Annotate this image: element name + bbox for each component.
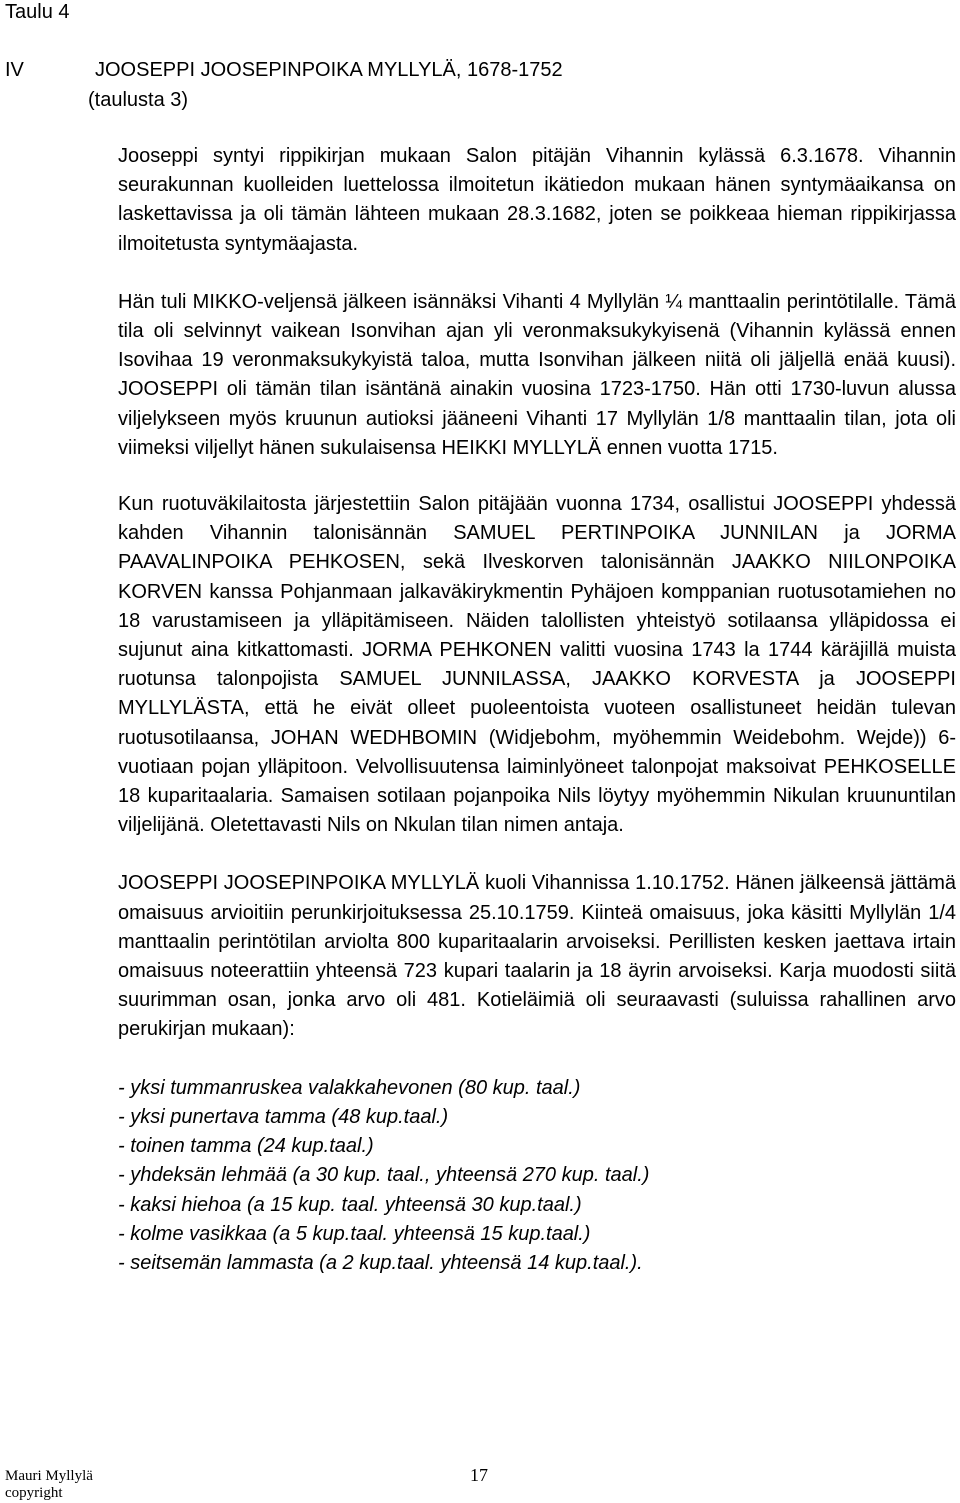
livestock-list <box>118 1074 956 1278</box>
body-text <box>118 142 956 1278</box>
paragraph-estate: JOOSEPPI JOOSEPINPOIKA MYLLYLÄ kuoli Vihannissa 1.10.1752. Hänen jälkeensä jättämä omaisuus arvioitiin perunkirjoituksessa 25.10.1759. Kiinteä omaisuus, joka käsitti Myllylän 1/4 manttaalin perintötilan arviolta 800 kuparitaalarin arvoiseksi. Perillisten kesken jaettava irtain omaisuus noteerattiin yhteensä 723 kupari taalarin ja 18 äyrin arvoiseksi. Karja muodosti siitä suurimman osan, jonka arvo oli 481. Kotieläimiä oli seuraavasti (suluissa rahallinen arvo perukirjan mukaan): <box>118 872 956 1041</box>
paragraph-farm: Hän tuli MIKKO-veljensä jälkeen isännäksi Vihanti 4 Myllylän ¼ manttaalin perintötilalle. Tämä tila oli selvinnyt vaikean Isonvihan ajan yli veronmaksukykyisenä (Vihannin kylässä ennen Isovihaa 19 veronmaksukykyistä taloa, mutta Isonvihan jälkeen niitä oli jäljellä enää kuusi). JOOSEPPI oli tämän tilan isäntänä ainakin vuosina 1723-1750. Hän otti 1730-luvun alussa viljelykseen myös kruunun autioksi jääneeni Vihanti 17 Myllylän 1/8 manttaalin tilan, jota oli viimeksi viljellyt hänen sukulaisensa HEIKKI MYLLYLÄ ennen vuotta 1715. <box>118 290 956 459</box>
footer-author: Mauri Myllylä <box>5 1468 93 1484</box>
table-label: Taulu 4 <box>5 1 70 23</box>
list-item: - seitsemän lammasta (a 2 kup.taal. yhteensä 14 kup.taal.). <box>118 1251 643 1274</box>
list-item: - kaksi hiehoa (a 15 kup. taal. yhteensä 30 kup.taal.) <box>118 1193 582 1216</box>
reference-note: (taulusta 3) <box>88 89 189 111</box>
person-heading: JOOSEPPI JOOSEPINPOIKA MYLLYLÄ, 1678-1752 <box>95 59 563 81</box>
list-item: - yksi tummanruskea valakkahevonen (80 kup. taal.) <box>118 1076 581 1099</box>
list-item: - yksi punertava tamma (48 kup.taal.) <box>118 1105 449 1128</box>
list-item: - kolme vasikkaa (a 5 kup.taal. yhteensä 15 kup.taal.) <box>118 1222 591 1245</box>
paragraph-birth: Jooseppi syntyi rippikirjan mukaan Salon pitäjän Vihannin kylässä 6.3.1678. Vihannin seurakunnan kuolleiden luettelossa ilmoitetun ikätiedon mukaan hänen syntymäaikansa on laskettavissa ja oli tämän lähteen mukaan 28.3.1682, joten se poikkeaa hieman rippikirjassa ilmoitetusta syntymäajasta. <box>118 145 956 255</box>
paragraph-soldier: Kun ruotuväkilaitosta järjestettiin Salon pitäjään vuonna 1734, osallistui JOOSEPPI yhdessä kahden Vihannin talonisännän SAMUEL PERTINPOIKA JUNNILAN ja JORMA PAAVALINPOIKA PEHKOSEN, sekä Ilveskorven talonisännän JAAKKO NIILONPOIKA KORVEN kanssa Pohjanmaan jalkaväkirykmentin Pyhäjoen komppanian ruotusotamiehen no 18 varustamiseen ja ylläpitämiseen. Näiden talollisten yhteistyö sotilaansa ylläpidossa ei sujunut aina kitkattomasti. JORMA PEHKONEN valitti vuosina 1743 la 1744 käräjillä muista ruotunsa talonpojista SAMUEL JUNNILASSA, JAAKKO KORVESTA ja JOOSEPPI MYLLYLÄSTA, että he eivät olleet puoleentoista vuoteen osallistuneet heidän tulevan ruotusotilaansa, JOHAN WEDHBOMIN (Widjebohm, myöhemmin Weidebohm. Wejde)) 6-vuotiaan pojan ylläpitoon. Velvollisuutensa laiminlyöneet talonpojat maksoivat PEHKOSELLE 18 kuparitaalaria. Samaisen sotilaan pojanpoika Nils löytyy myöhemmin Nikulan kruununtilan viljelijänä. Oletettavasti Nils on Nkulan tilan nimen antaja. <box>118 493 956 837</box>
footer-copyright: copyright <box>5 1485 63 1501</box>
list-item: - yhdeksän lehmää (a 30 kup. taal., yhteensä 270 kup. taal.) <box>118 1164 650 1187</box>
page-number: 17 <box>470 1465 488 1485</box>
generation-number: IV <box>5 59 24 81</box>
list-item: - toinen tamma (24 kup.taal.) <box>118 1135 374 1158</box>
